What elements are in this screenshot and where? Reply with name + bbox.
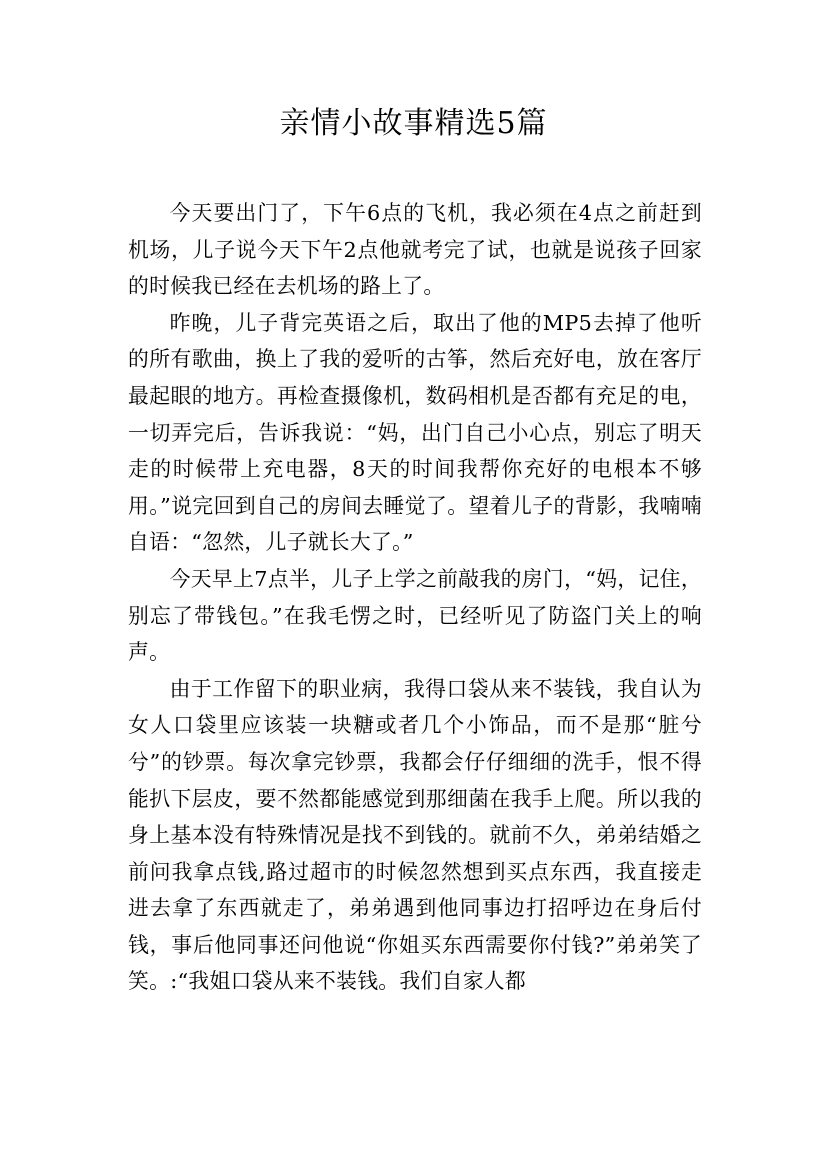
paragraph-2: 昨晚，儿子背完英语之后，取出了他的MP5去掉了他听的所有歌曲，换上了我的爱听的古筝，然后充好电，放在客厅最起眼的地方。再检查摄像机，数码相机是否都有充足的电，一切弄完后，告诉我说：“妈，出门自己小心点，别忘了明天走的时候带上充电器，8天的时间我帮你充好的电根本不够用。”说完回到自己的房间去睡觉了。望着儿子的背影，我喃喃自语：“忽然，儿子就长大了。” <box>128 310 702 555</box>
paragraph-1: 今天要出门了，下午6点的飞机，我必须在4点之前赶到机场，儿子说今天下午2点他就考完了试，也就是说孩子回家的时候我已经在去机场的路上了。 <box>128 201 702 299</box>
document-body <box>128 195 702 1000</box>
document-title: 亲情小故事精选5篇 <box>279 106 548 141</box>
paragraph-3: 今天早上7点半，儿子上学之前敲我的房门，“妈，记住，别忘了带钱包。”在我毛愣之时，已经听见了防盗门关上的响声。 <box>128 566 702 665</box>
paragraph-4: 由于工作留下的职业病，我得口袋从来不装钱，我自认为女人口袋里应该装一块糖或者几个小饰品，而不是那“脏兮兮”的钞票。每次拿完钞票，我都会仔仔细细的洗手，恨不得能扒下层皮，要不然都能感觉到那细菌在我手上爬。所以我的身上基本没有特殊情况是找不到钱的。就前不久，弟弟结婚之前问我拿点钱,路过超市的时候忽然想到买点东西，我直接走进去拿了东西就走了，弟弟遇到他同事边打招呼边在身后付钱，事后他同事还问他说“你姐买东西需要你付钱?”弟弟笑了笑。:“我姐口袋从来不装钱。我们自家人都 <box>128 676 702 994</box>
